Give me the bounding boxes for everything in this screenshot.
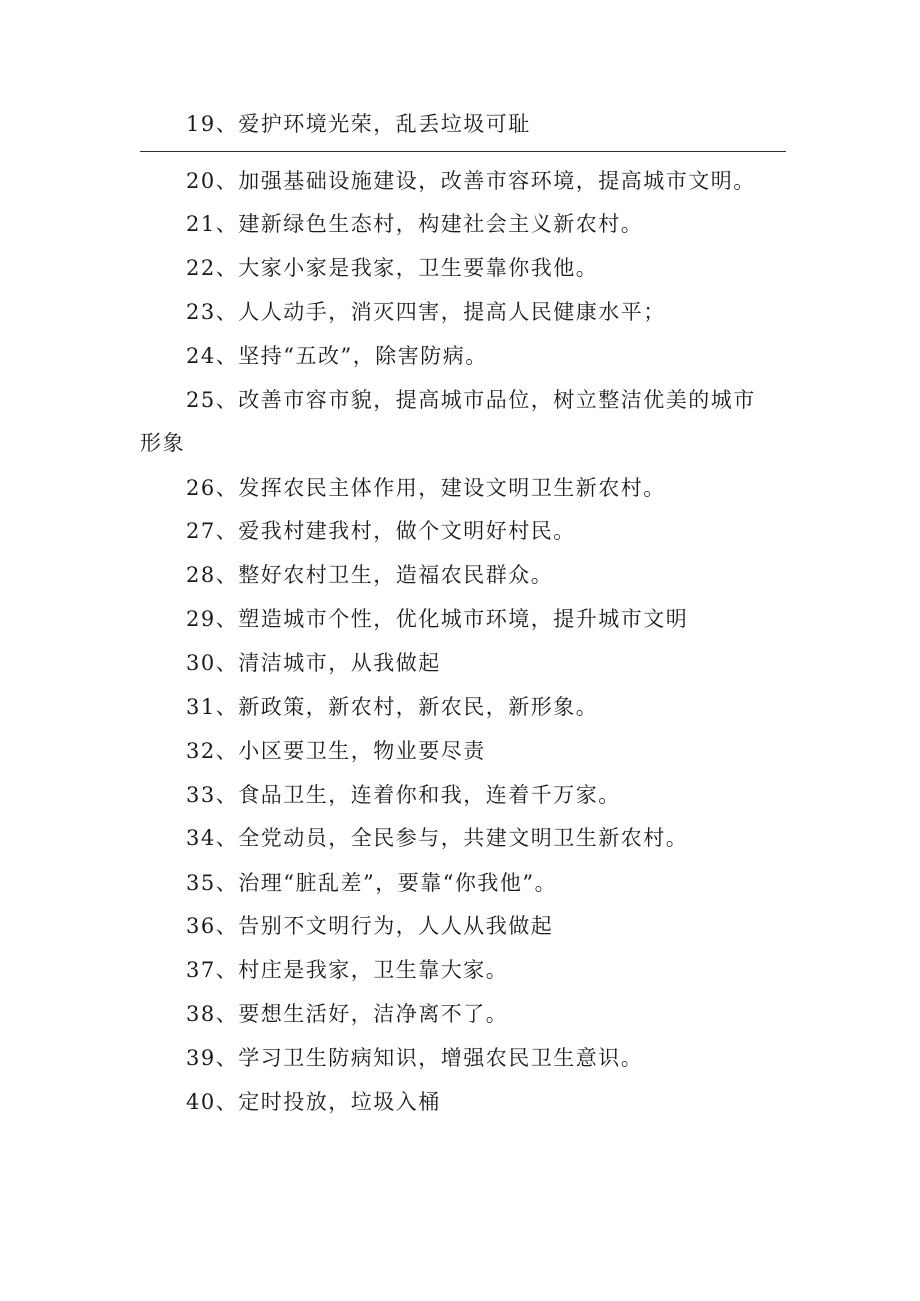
slogan-20: 20、加强基础设施建设，改善市容环境，提高城市文明。 bbox=[186, 169, 756, 193]
slogan-39: 39、学习卫生防病知识，增强农民卫生意识。 bbox=[186, 1046, 644, 1070]
slogan-22: 22、大家小家是我家，卫生要靠你我他。 bbox=[186, 256, 599, 280]
slogan-25: 25、改善市容市貌，提高城市品位，树立整洁优美的城市 bbox=[186, 388, 756, 412]
slogan-37: 37、村庄是我家，卫生靠大家。 bbox=[186, 958, 509, 982]
slogan-32: 32、小区要卫生，物业要尽责 bbox=[186, 739, 486, 763]
slogan-28: 28、整好农村卫生，造福农民群众。 bbox=[186, 563, 554, 587]
horizontal-rule bbox=[140, 151, 786, 152]
slogan-26: 26、发挥农民主体作用，建设文明卫生新农村。 bbox=[186, 476, 666, 500]
slogan-27: 27、爱我村建我村，做个文明好村民。 bbox=[186, 519, 576, 543]
slogan-23: 23、人人动手，消灭四害，提高人民健康水平； bbox=[186, 300, 666, 324]
slogan-19: 19、爱护环境光荣，乱丢垃圾可耻 bbox=[186, 112, 531, 136]
slogan-33: 33、食品卫生，连着你和我，连着千万家。 bbox=[186, 783, 621, 807]
slogan-30: 30、清洁城市，从我做起 bbox=[186, 651, 441, 675]
slogan-38: 38、要想生活好，洁净离不了。 bbox=[186, 1002, 509, 1026]
slogan-36: 36、告别不文明行为，人人从我做起 bbox=[186, 914, 554, 938]
slogan-21: 21、建新绿色生态村，构建社会主义新农村。 bbox=[186, 212, 644, 236]
slogan-34: 34、全党动员，全民参与，共建文明卫生新农村。 bbox=[186, 826, 689, 850]
slogan-25-continuation: 形象 bbox=[140, 431, 185, 455]
slogan-24: 24、坚持“五改”，除害防病。 bbox=[186, 344, 488, 368]
slogan-31: 31、新政策，新农村，新农民，新形象。 bbox=[186, 695, 599, 719]
slogan-35: 35、治理“脏乱差”，要靠“你我他”。 bbox=[186, 871, 558, 895]
slogan-40: 40、定时投放，垃圾入桶 bbox=[186, 1090, 441, 1114]
slogan-29: 29、塑造城市个性，优化城市环境，提升城市文明 bbox=[186, 607, 689, 631]
